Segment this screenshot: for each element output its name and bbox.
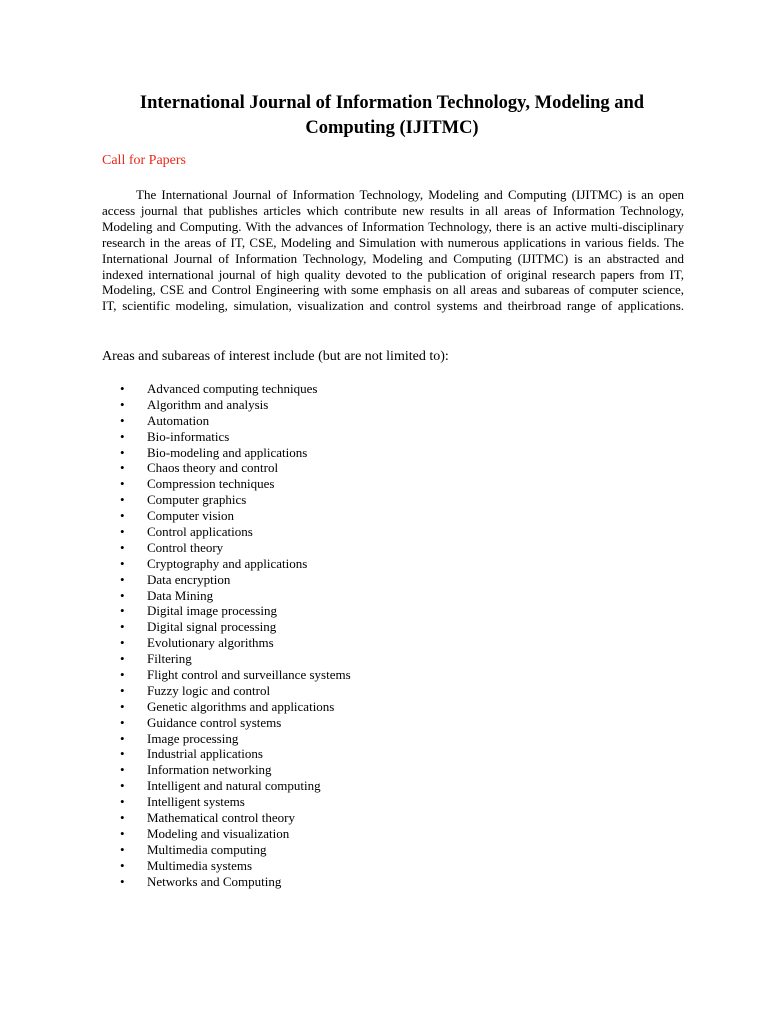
topic-label: Intelligent and natural computing [147,778,321,794]
topic-label: Filtering [147,651,192,667]
topic-label: Industrial applications [147,746,263,762]
topic-label: Advanced computing techniques [147,381,318,396]
list-item [102,445,522,461]
list-item [102,842,522,858]
topic-label: Automation [147,412,210,428]
list-item [102,572,522,588]
topic-label: Digital image processing [147,603,277,619]
areas-heading: Areas and subareas of interest include (but are not limited to): [102,349,449,364]
list-item [102,588,522,604]
call-for-papers-heading: Call for Papers [102,153,186,168]
topic-label: Compression techniques [147,476,275,492]
list-item [102,524,522,540]
bullet-icon: • [120,571,125,587]
topic-label: Digital signal processing [147,619,277,635]
list-item [102,715,522,731]
journal-title: International Journal of Information Technology, Modeling and Computing (IJITMC) [139,93,645,138]
topic-label: Computer graphics [147,492,247,508]
topic-label: Bio-modeling and applications [147,444,308,460]
topic-label: Data encryption [147,571,231,587]
topic-label: Image processing [147,730,239,746]
topics-list [102,381,522,890]
list-item [102,429,522,445]
topic-label: Data Mining [147,587,214,603]
bullet-icon: • [120,619,125,635]
bullet-icon: • [120,682,125,698]
bullet-icon: • [120,587,125,603]
bullet-icon: • [120,667,125,683]
bullet-icon: • [120,841,125,857]
list-item [102,381,522,397]
bullet-icon: • [120,794,125,810]
list-item [102,540,522,556]
topic-label: Bio-informatics [147,428,230,444]
bullet-icon: • [120,698,125,714]
intro-paragraph: The International Journal of Information Technology, Modeling and Computing (IJITMC) is an open access journal that publishes articles which contribute new results in all areas of Information Technology, Modeling and Computing. With the advances of Information Technology, there is an active multi-disciplinary research in the areas of IT, CSE, Modeling and Simulation with numerous applications in various fields. The International Journal of Information Technology, Modeling and Computing (IJITMC) is an abstracted and indexed international journal of high quality devoted to the publication of original research papers from IT, Modeling, CSE and Control Engineering with some emphasis on all areas and subareas of computer science, IT, scientific modeling, simulation, visualization and control systems and theirbroad range of applications. [102,187,684,314]
topic-label: Cryptography and applications [147,555,308,571]
list-item [102,794,522,810]
topic-label: Genetic algorithms and applications [147,698,335,714]
topic-label: Mathematical control theory [147,810,296,826]
topic-label: Flight control and surveillance systems [147,667,351,683]
list-item [102,826,522,842]
bullet-icon: • [120,524,125,540]
bullet-icon: • [120,603,125,619]
topic-label: Guidance control systems [147,714,282,730]
list-item [102,635,522,651]
topic-label: Control applications [147,524,253,540]
bullet-icon: • [120,778,125,794]
bullet-icon: • [120,651,125,667]
bullet-icon: • [120,396,125,412]
bullet-icon: • [120,460,125,476]
topic-label: Multimedia systems [147,857,253,873]
list-item [102,762,522,778]
list-item [102,778,522,794]
list-item [102,460,522,476]
list-item [102,651,522,667]
list-item [102,603,522,619]
list-item [102,683,522,699]
list-item [102,619,522,635]
bullet-icon: • [120,539,125,555]
topic-label: Evolutionary algorithms [147,635,274,651]
bullet-icon: • [120,810,125,826]
list-item [102,810,522,826]
bullet-icon: • [120,635,125,651]
bullet-icon: • [120,555,125,571]
list-item [102,731,522,747]
bullet-icon: • [120,857,125,873]
bullet-icon: • [120,381,125,396]
topic-label: Control theory [147,539,224,555]
topic-label: Chaos theory and control [147,460,279,476]
topic-label: Multimedia computing [147,841,267,857]
topic-label: Information networking [147,762,272,778]
list-item [102,699,522,715]
bullet-icon: • [120,508,125,524]
list-item [102,874,522,890]
topic-label: Modeling and visualization [147,825,290,841]
bullet-icon: • [120,730,125,746]
bullet-icon: • [120,476,125,492]
list-item [102,476,522,492]
topic-label: Algorithm and analysis [147,396,269,412]
list-item [102,746,522,762]
bullet-icon: • [120,412,125,428]
list-item [102,413,522,429]
bullet-icon: • [120,746,125,762]
bullet-icon: • [120,873,125,889]
list-item [102,492,522,508]
bullet-icon: • [120,428,125,444]
list-item [102,556,522,572]
bullet-icon: • [120,762,125,778]
topic-label: Fuzzy logic and control [147,682,271,698]
bullet-icon: • [120,444,125,460]
list-item [102,667,522,683]
list-item [102,397,522,413]
list-item [102,508,522,524]
bullet-icon: • [120,714,125,730]
topic-label: Intelligent systems [147,794,245,810]
bullet-icon: • [120,825,125,841]
topic-label: Computer vision [147,508,235,524]
topic-label: Networks and Computing [147,873,282,889]
list-item [102,858,522,874]
bullet-icon: • [120,492,125,508]
